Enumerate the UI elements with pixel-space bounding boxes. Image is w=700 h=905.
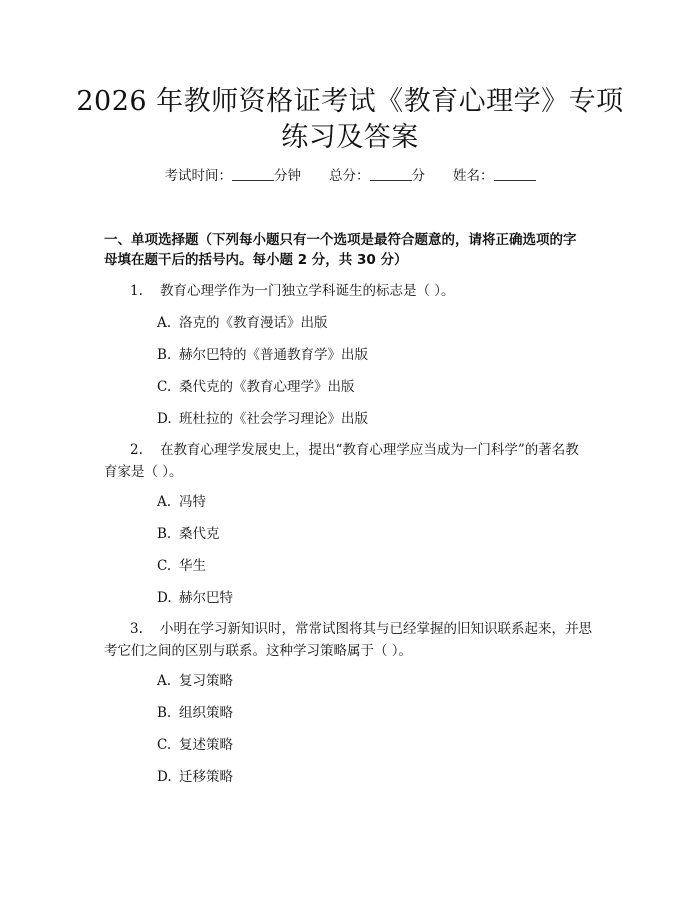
document-title-line2: 练习及答案 bbox=[281, 122, 419, 153]
option-text: 洛克的《教育漫话》出版 bbox=[179, 315, 328, 331]
section-heading-line1: 一、单项选择题（下列每小题只有一个选项是最符合题意的，请将正确选项的字 bbox=[104, 232, 577, 248]
option-letter: D. bbox=[157, 769, 172, 785]
option-text: 复述策略 bbox=[179, 737, 233, 753]
question-3-text-line1: 小明在学习新知识时，常常试图将其与已经掌握的旧知识联系起来，并思 bbox=[160, 621, 592, 637]
question-3-text-line2: 考它们之间的区别与联系。这种学习策略属于（ ）。 bbox=[104, 643, 413, 659]
option-text: 桑代克的《教育心理学》出版 bbox=[179, 379, 355, 395]
question-2-option-b bbox=[157, 524, 220, 544]
option-text: 复习策略 bbox=[179, 673, 233, 689]
document-title-line1: 2026 年教师资格证考试《教育心理学》专项 bbox=[76, 86, 624, 117]
question-2-stem bbox=[130, 440, 579, 460]
question-1-text: 教育心理学作为一门独立学科诞生的标志是（ ）。 bbox=[160, 283, 455, 299]
question-1-option-b bbox=[157, 345, 368, 365]
option-letter: B. bbox=[157, 705, 172, 721]
question-2-text-line1: 在教育心理学发展史上，提出“教育心理学应当成为一门科学”的著名教 bbox=[160, 442, 579, 458]
exam-time-unit: 分钟 bbox=[274, 168, 301, 184]
option-letter: D. bbox=[157, 411, 172, 427]
option-letter: A. bbox=[157, 673, 172, 689]
exam-info bbox=[0, 166, 700, 186]
exam-time-label: 考试时间： bbox=[164, 168, 232, 184]
question-2-text-line2: 育家是（ ）。 bbox=[104, 464, 183, 480]
option-text: 冯特 bbox=[179, 494, 206, 510]
option-text: 组织策略 bbox=[179, 705, 233, 721]
section-heading-line2: 母填在题干后的括号内。每小题 2 分，共 30 分） bbox=[104, 252, 408, 268]
option-letter: D. bbox=[157, 590, 172, 606]
option-text: 华生 bbox=[179, 558, 206, 574]
question-1-number: 1. bbox=[130, 283, 143, 299]
option-text: 迁移策略 bbox=[179, 769, 233, 785]
option-letter: C. bbox=[157, 558, 172, 574]
option-text: 桑代克 bbox=[179, 526, 220, 542]
question-2-option-d bbox=[157, 588, 233, 608]
question-2-option-a bbox=[157, 492, 206, 512]
option-letter: C. bbox=[157, 737, 172, 753]
question-1-option-c bbox=[157, 377, 355, 397]
question-3-number: 3. bbox=[130, 621, 143, 637]
option-letter: C. bbox=[157, 379, 172, 395]
exam-time-blank bbox=[232, 166, 274, 181]
option-text: 赫尔巴特的《普通教育学》出版 bbox=[179, 347, 368, 363]
question-1-option-d bbox=[157, 409, 368, 429]
question-3-option-b bbox=[157, 703, 233, 723]
option-letter: A. bbox=[157, 494, 172, 510]
option-letter: B. bbox=[157, 347, 172, 363]
question-3-option-d bbox=[157, 767, 233, 787]
question-3-option-c bbox=[157, 735, 233, 755]
option-text: 赫尔巴特 bbox=[179, 590, 233, 606]
question-3-stem bbox=[130, 619, 592, 639]
option-text: 班杜拉的《社会学习理论》出版 bbox=[179, 411, 368, 427]
exam-name-blank bbox=[494, 166, 536, 181]
question-2-option-c bbox=[157, 556, 206, 576]
exam-score-label: 总分： bbox=[329, 168, 370, 184]
question-1-stem bbox=[130, 281, 455, 301]
exam-score-unit: 分 bbox=[411, 168, 425, 184]
option-letter: A. bbox=[157, 315, 172, 331]
question-1-option-a bbox=[157, 313, 328, 333]
question-2-number: 2. bbox=[130, 442, 143, 458]
exam-name-label: 姓名： bbox=[453, 168, 494, 184]
exam-score-blank bbox=[370, 166, 412, 181]
option-letter: B. bbox=[157, 526, 172, 542]
question-3-option-a bbox=[157, 671, 233, 691]
